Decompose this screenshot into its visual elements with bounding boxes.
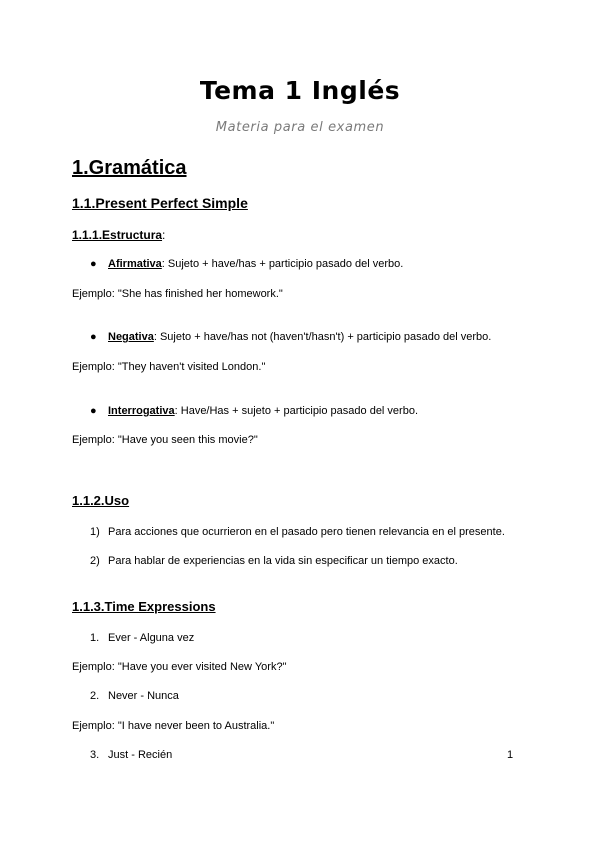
time-expressions-heading-text: 1.1.3.Time Expressions [72,599,216,614]
bullet-dot: ● [90,405,97,417]
bullet-interrogativa [108,405,418,417]
uso-item: Para acciones que ocurrieron en el pasado pero tienen relevancia en el presente. [108,526,505,538]
estructura-heading-text: 1.1.1.Estructura [72,228,163,242]
estructura-colon: : [162,228,166,242]
time-expressions-heading [72,599,216,614]
example-interrogativa: Ejemplo: "Have you seen this movie?" [72,434,258,446]
uso-item-number: 2) [90,555,100,567]
bullet-text: : Sujeto + have/has + participio pasado del verbo. [161,258,404,270]
time-expression-item: Just - Recién [108,749,173,761]
uso-item-number: 1) [90,526,100,538]
time-expression-item: Never - Nunca [108,690,179,702]
uso-heading [72,493,129,508]
uso-item: Para hablar de experiencias en la vida sin especificar un tiempo exacto. [108,555,458,567]
estructura-heading [72,228,165,242]
page-number: 1 [507,749,514,761]
bullet-dot: ● [90,258,97,270]
time-expression-item: Ever - Alguna vez [108,632,195,644]
time-expression-example: Ejemplo: "Have you ever visited New York?" [72,661,287,673]
subsection-heading-present-perfect: 1.1.Present Perfect Simple [72,195,248,211]
document-title: Tema 1 Inglés [199,76,401,105]
bullet-text: : Sujeto + have/has not (haven't/hasn't) + participio pasado del verbo. [153,331,492,343]
bullet-afirmativa [108,258,403,270]
time-expression-number: 3. [90,749,100,761]
uso-heading-text: 1.1.2.Uso [72,493,130,508]
bullet-term: Negativa [108,331,154,343]
example-negativa: Ejemplo: "They haven't visited London." [72,361,266,373]
document-subtitle: Materia para el examen [215,120,385,135]
time-expression-number: 1. [90,632,100,644]
time-expression-example: Ejemplo: "I have never been to Australia." [72,720,275,732]
section-heading-gramatica: 1.Gramática [72,157,187,179]
example-afirmativa: Ejemplo: "She has finished her homework." [72,288,283,300]
bullet-term: Afirmativa [108,258,162,270]
bullet-dot: ● [90,331,97,343]
time-expression-number: 2. [90,690,100,702]
bullet-negativa [108,331,491,343]
bullet-text: : Have/Has + sujeto + participio pasado del verbo. [174,405,419,417]
bullet-term: Interrogativa [108,405,175,417]
